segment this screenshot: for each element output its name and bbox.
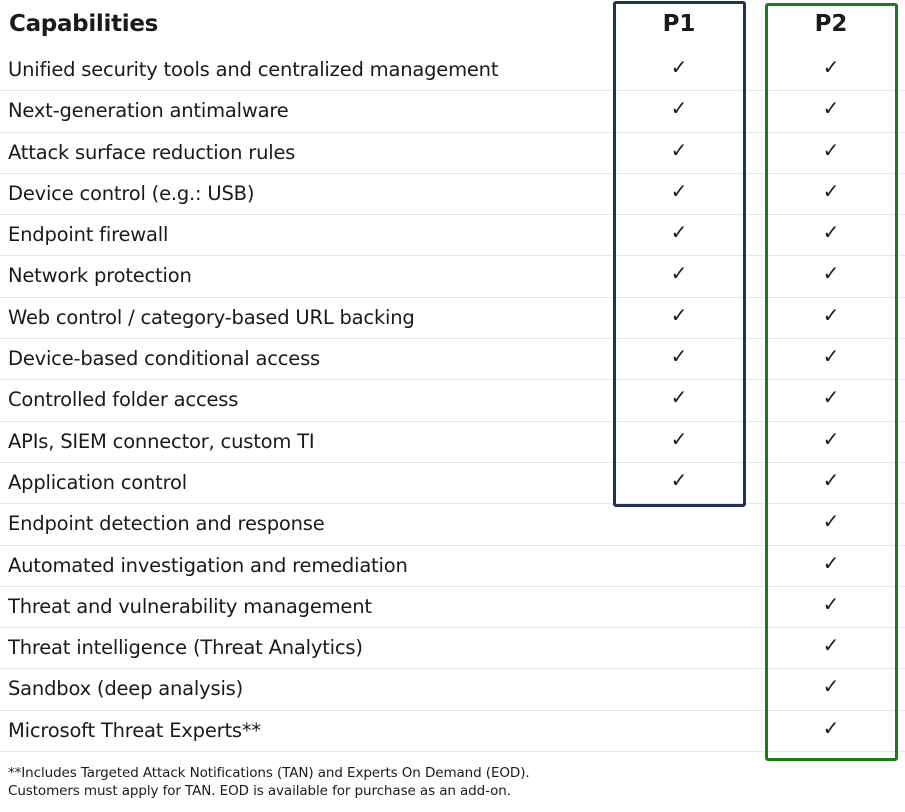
p2-checkmark-icon: ✓ — [822, 344, 840, 369]
p2-checkmark-icon: ✓ — [822, 178, 840, 203]
p2-checkmark-icon: ✓ — [822, 302, 840, 327]
p2-checkmark-icon: ✓ — [822, 426, 840, 451]
capability-label: Web control / category-based URL backing — [8, 305, 415, 329]
p2-checkmark-icon: ✓ — [822, 674, 840, 699]
table-row — [0, 669, 905, 710]
capability-label: Controlled folder access — [8, 388, 239, 412]
capability-label: Device control (e.g.: USB) — [8, 181, 255, 205]
table-row — [0, 91, 905, 132]
table-row — [0, 587, 905, 628]
capabilities-heading: Capabilities — [9, 11, 159, 37]
table-row — [0, 422, 905, 463]
capability-label: Unified security tools and centralized management — [8, 58, 499, 81]
table-row — [0, 463, 905, 504]
p2-checkmark-icon: ✓ — [822, 385, 840, 410]
p1-checkmark-icon: ✓ — [670, 385, 688, 410]
p2-checkmark-icon: ✓ — [822, 261, 840, 286]
p1-checkmark-icon: ✓ — [670, 302, 688, 327]
capability-label: Endpoint firewall — [8, 223, 169, 247]
footnote-line-2: Customers must apply for TAN. EOD is available for purchase as an add-on. — [8, 783, 511, 799]
p2-checkmark-icon: ✓ — [822, 55, 840, 79]
p1-checkmark-icon: ✓ — [670, 55, 688, 79]
capability-label: Application control — [8, 470, 187, 494]
table-row — [0, 628, 905, 669]
capability-label: Endpoint detection and response — [8, 512, 325, 536]
footnote-line-1: **Includes Targeted Attack Notifications (TAN) and Experts On Demand (EOD). — [8, 765, 530, 781]
capability-label: APIs, SIEM connector, custom TI — [8, 429, 315, 453]
capability-label: Next-generation antimalware — [8, 99, 289, 123]
p1-checkmark-icon: ✓ — [670, 137, 688, 162]
table-row — [0, 380, 905, 421]
capability-label: Attack surface reduction rules — [8, 140, 296, 164]
p2-checkmark-icon: ✓ — [822, 509, 840, 534]
p1-checkmark-icon: ✓ — [670, 220, 688, 245]
capability-label: Automated investigation and remediation — [8, 553, 408, 577]
p2-checkmark-icon: ✓ — [822, 220, 840, 245]
table-row — [0, 298, 905, 339]
p1-checkmark-icon: ✓ — [670, 426, 688, 451]
p1-checkmark-icon: ✓ — [670, 344, 688, 369]
capability-label: Network protection — [8, 264, 192, 288]
capability-label: Device-based conditional access — [8, 347, 321, 371]
footnote — [8, 764, 530, 800]
capability-label: Sandbox (deep analysis) — [8, 677, 244, 701]
table-row — [0, 256, 905, 297]
table-row — [0, 50, 905, 91]
p2-checkmark-icon: ✓ — [822, 137, 840, 162]
p1-checkmark-icon: ✓ — [670, 261, 688, 286]
plan-p2-heading: P2 — [814, 11, 848, 37]
plan-p1-heading: P1 — [662, 11, 696, 37]
p2-checkmark-icon: ✓ — [822, 633, 840, 658]
p2-checkmark-icon: ✓ — [822, 591, 840, 616]
table-row — [0, 133, 905, 174]
p1-checkmark-icon: ✓ — [670, 178, 688, 203]
table-row — [0, 546, 905, 587]
p2-checkmark-icon: ✓ — [822, 96, 840, 121]
p2-checkmark-icon: ✓ — [822, 550, 840, 575]
capability-rows — [0, 50, 905, 752]
table-row — [0, 711, 905, 752]
p2-checkmark-icon: ✓ — [822, 467, 840, 492]
table-row — [0, 504, 905, 545]
capability-label: Microsoft Threat Experts** — [8, 718, 261, 742]
table-row — [0, 339, 905, 380]
table-row — [0, 215, 905, 256]
capability-label: Threat intelligence (Threat Analytics) — [8, 636, 363, 660]
p1-checkmark-icon: ✓ — [670, 96, 688, 121]
p2-checkmark-icon: ✓ — [822, 715, 840, 740]
capability-label: Threat and vulnerability management — [8, 594, 372, 618]
table-header — [0, 0, 905, 50]
table-row — [0, 174, 905, 215]
p1-checkmark-icon: ✓ — [670, 467, 688, 492]
